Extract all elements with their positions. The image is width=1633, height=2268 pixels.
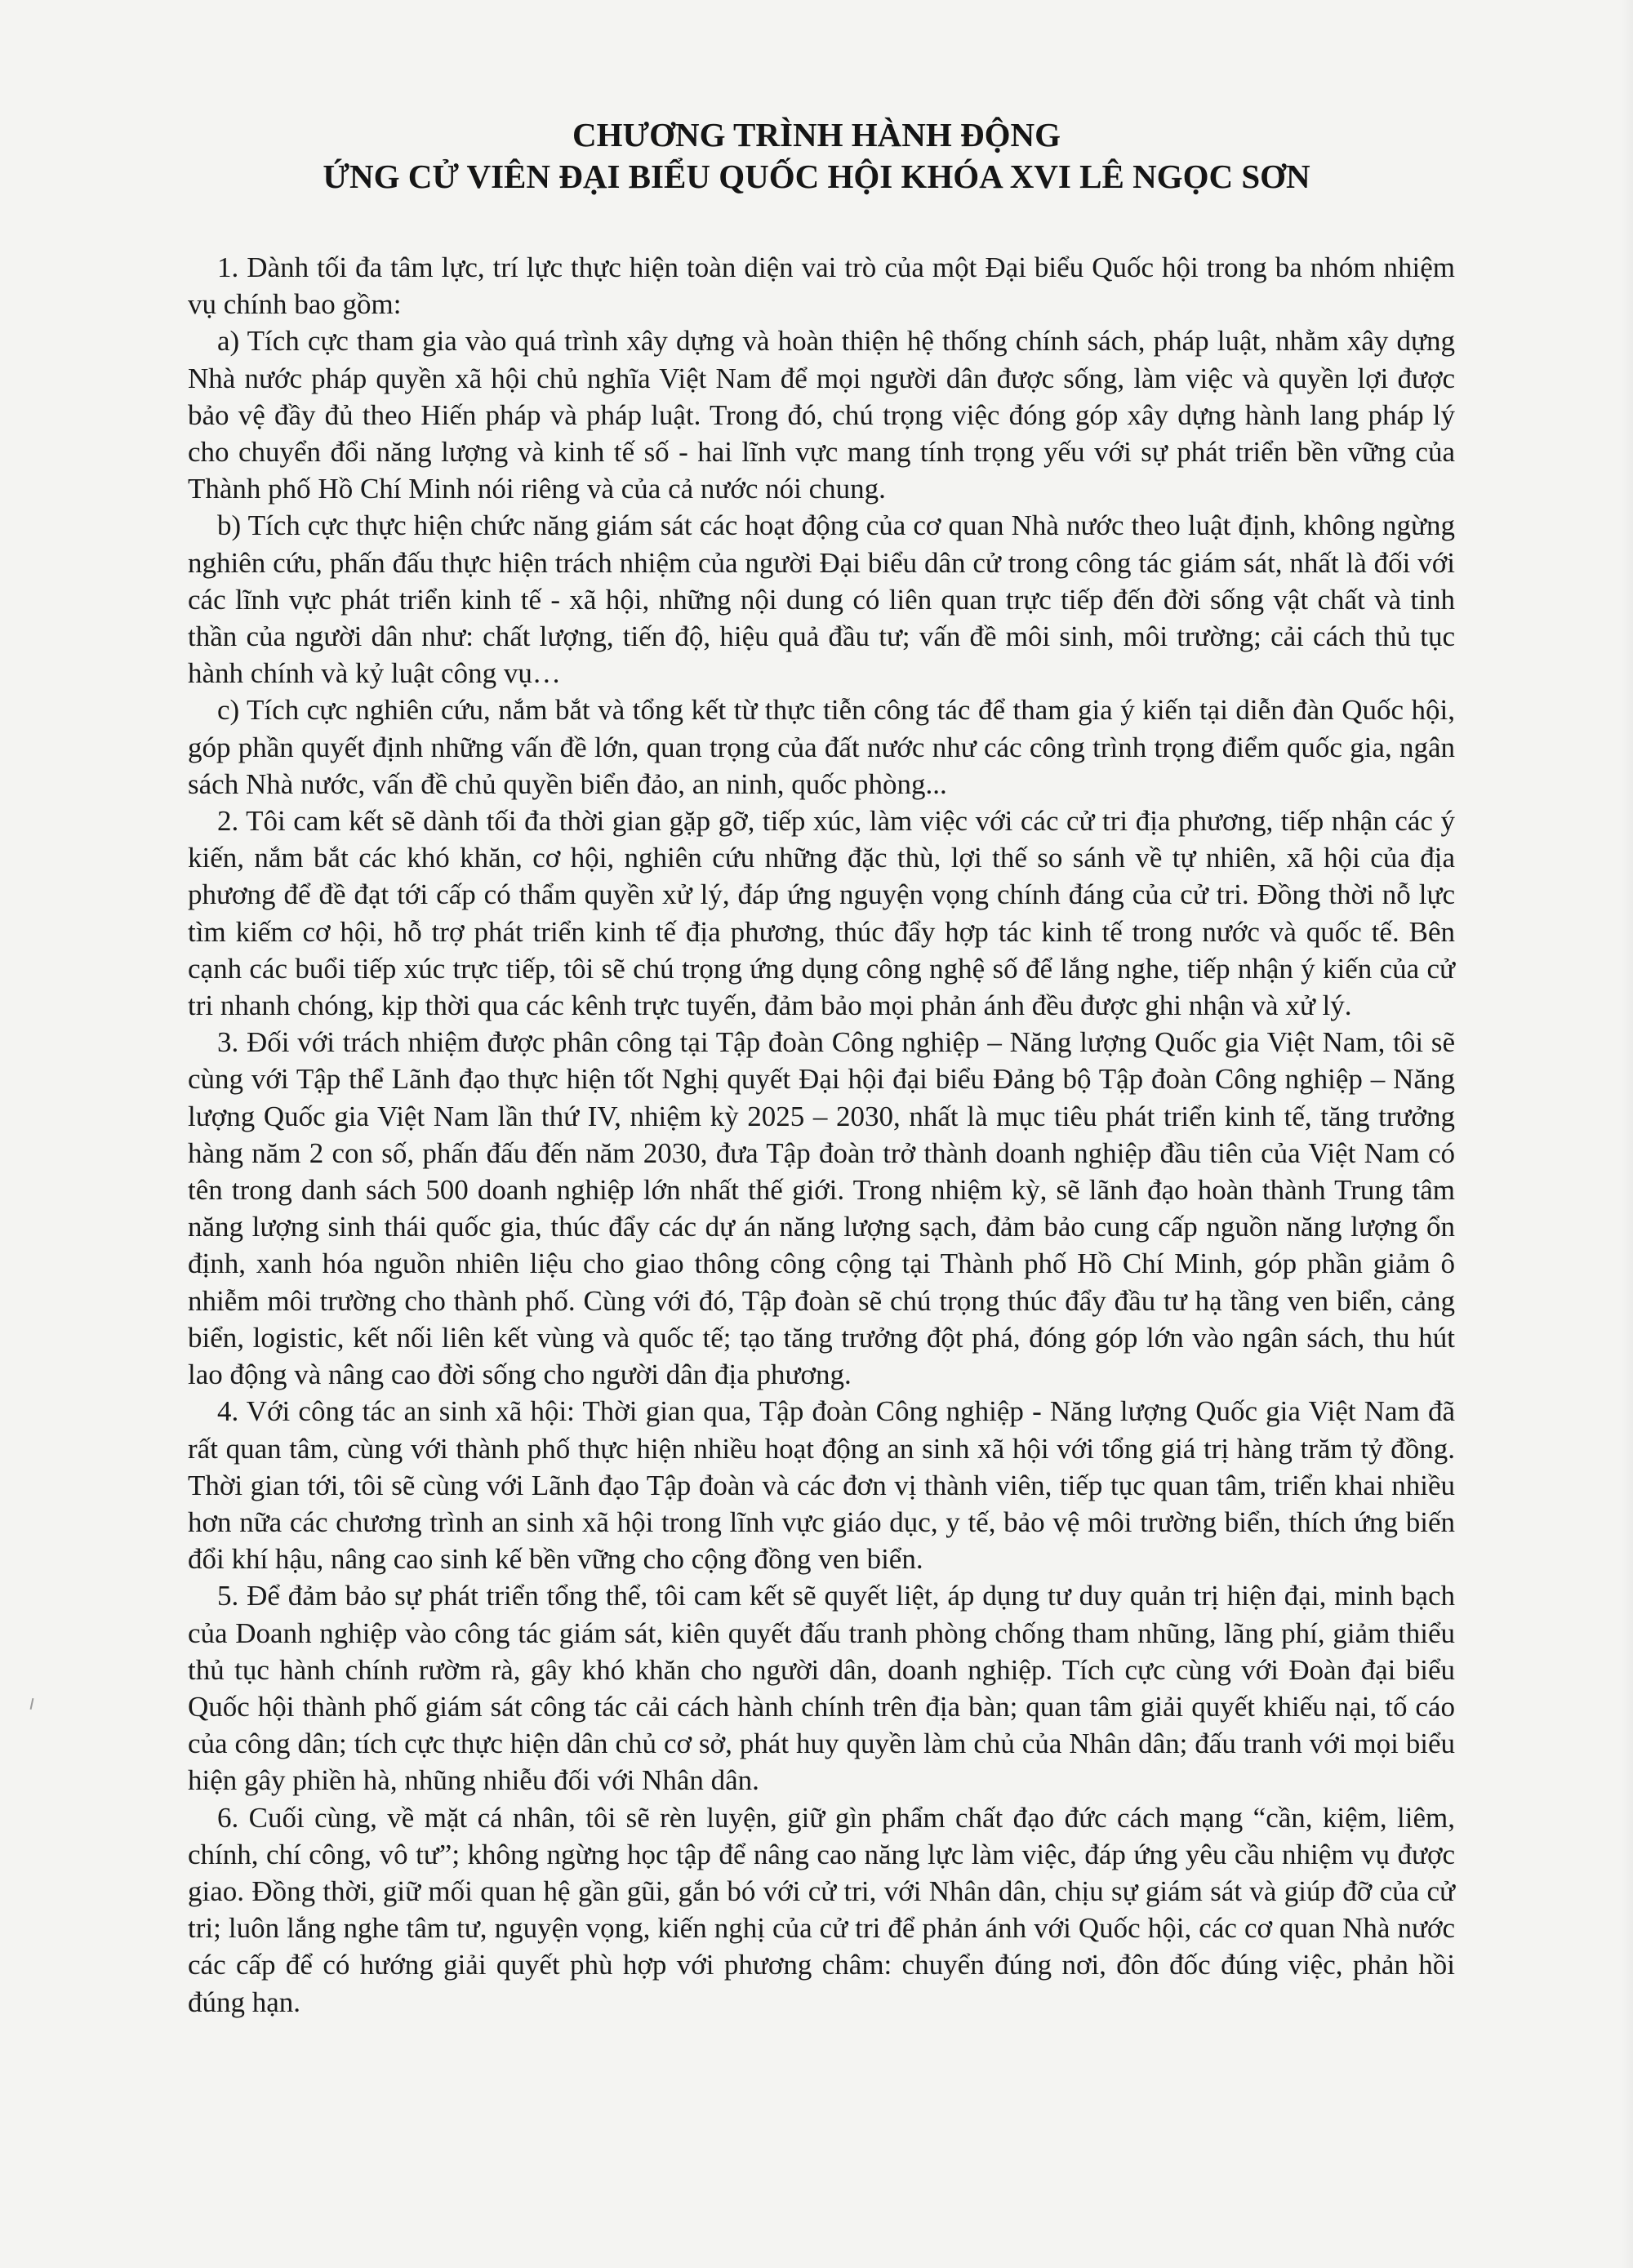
paragraph-1c: c) Tích cực nghiên cứu, nắm bắt và tổng kết từ thực tiễn công tác để tham gia ý kiến tại diễn đàn Quốc hội, góp phần quyết định những vấn đề lớn, quan trọng của đất nước như các công trình trọng điểm quốc gia, ngân sách Nhà nước, vấn đề chủ quyền biển đảo, an ninh, quốc phòng... bbox=[188, 694, 1455, 800]
document-title bbox=[0, 114, 1633, 198]
paragraph-6: 6. Cuối cùng, về mặt cá nhân, tôi sẽ rèn luyện, giữ gìn phẩm chất đạo đức cách mạng “cần, kiệm, liêm, chính, chí công, vô tư”; không ngừng học tập để nâng cao năng lực làm việc, đáp ứng yêu cầu nhiệm vụ được giao. Đồng thời, giữ mối quan hệ gần gũi, gắn bó với cử tri, với Nhân dân, chịu sự giám sát và giúp đỡ của cử tri; luôn lắng nghe tâm tư, nguyện vọng, kiến nghị của cử tri để phản ánh với Quốc hội, các cơ quan Nhà nước các cấp để có hướng giải quyết phù hợp với phương châm: chuyển đúng nơi, đôn đốc đúng việc, phản hồi đúng hạn. bbox=[188, 1801, 1455, 2018]
paragraph-3: 3. Đối với trách nhiệm được phân công tại Tập đoàn Công nghiệp – Năng lượng Quốc gia Việt Nam, tôi sẽ cùng với Tập thể Lãnh đạo thực hiện tốt Nghị quyết Đại hội đại biểu Đảng bộ Tập đoàn Công nghiệp – Năng lượng Quốc gia Việt Nam lần thứ IV, nhiệm kỳ 2025 – 2030, nhất là mục tiêu phát triển kinh tế, tăng trưởng hàng năm 2 con số, phấn đấu đến năm 2030, đưa Tập đoàn trở thành doanh nghiệp đầu tiên của Việt Nam có tên trong danh sách 500 doanh nghiệp lớn nhất thế giới. Trong nhiệm kỳ, sẽ lãnh đạo hoàn thành Trung tâm năng lượng sinh thái quốc gia, thúc đẩy các dự án năng lượng sạch, đảm bảo cung cấp nguồn năng lượng ổn định, xanh hóa nguồn nhiên liệu cho giao thông công cộng tại Thành phố Hồ Chí Minh, góp phần giảm ô nhiễm môi trường cho thành phố. Cùng với đó, Tập đoàn sẽ chú trọng thúc đẩy đầu tư hạ tầng ven biển, cảng biển, logistic, kết nối liên kết vùng và quốc tế; tạo tăng trưởng đột phá, đóng góp lớn vào ngân sách, thu hút lao động và nâng cao đời sống cho người dân địa phương. bbox=[188, 1026, 1455, 1391]
paragraph-5: 5. Để đảm bảo sự phát triển tổng thể, tôi cam kết sẽ quyết liệt, áp dụng tư duy quản trị hiện đại, minh bạch của Doanh nghiệp vào công tác giám sát, kiên quyết đấu tranh phòng chống tham nhũng, lãng phí, giảm thiểu thủ tục hành chính rườm rà, gây khó khăn cho người dân, doanh nghiệp. Tích cực cùng với Đoàn đại biểu Quốc hội thành phố giám sát công tác cải cách hành chính trên địa bàn; quan tâm giải quyết khiếu nại, tố cáo của công dân; tích cực thực hiện dân chủ cơ sở, phát huy quyền làm chủ của Nhân dân; đấu tranh với mọi biểu hiện gây phiền hà, nhũng nhiễu đối với Nhân dân. bbox=[188, 1580, 1455, 1797]
paragraph-1: 1. Dành tối đa tâm lực, trí lực thực hiện toàn diện vai trò của một Đại biểu Quốc hội trong ba nhóm nhiệm vụ chính bao gồm: bbox=[188, 251, 1455, 321]
paragraph-4: 4. Với công tác an sinh xã hội: Thời gian qua, Tập đoàn Công nghiệp - Năng lượng Quốc gia Việt Nam đã rất quan tâm, cùng với thành phố thực hiện nhiều hoạt động an sinh xã hội với tổng giá trị hàng trăm tỷ đồng. Thời gian tới, tôi sẽ cùng với Lãnh đạo Tập đoàn và các đơn vị thành viên, tiếp tục quan tâm, triển khai nhiều hơn nữa các chương trình an sinh xã hội trong lĩnh vực giáo dục, y tế, bảo vệ môi trường biển, thích ứng biến đổi khí hậu, nâng cao sinh kế bền vững cho cộng đồng ven biển. bbox=[188, 1395, 1455, 1576]
scan-edge-shadow bbox=[1622, 0, 1633, 2268]
scan-speck bbox=[30, 1698, 34, 1710]
title-line-1: CHƯƠNG TRÌNH HÀNH ĐỘNG bbox=[572, 116, 1061, 153]
paragraph-2: 2. Tôi cam kết sẽ dành tối đa thời gian gặp gỡ, tiếp xúc, làm việc với các cử tri địa phương, tiếp nhận các ý kiến, nắm bắt các khó khăn, cơ hội, nghiên cứu những đặc thù, lợi thế so sánh về tự nhiên, xã hội của địa phương để đề đạt tới cấp có thẩm quyền xử lý, đáp ứng nguyện vọng chính đáng của cử tri. Đồng thời nỗ lực tìm kiếm cơ hội, hỗ trợ phát triển kinh tế địa phương, thúc đẩy hợp tác kinh tế trong nước và quốc tế. Bên cạnh các buổi tiếp xúc trực tiếp, tôi sẽ chú trọng ứng dụng công nghệ số để lắng nghe, tiếp nhận ý kiến của cử tri nhanh chóng, kịp thời qua các kênh trực tuyến, đảm bảo mọi phản ánh đều được ghi nhận và xử lý. bbox=[188, 805, 1455, 1022]
paragraph-1b: b) Tích cực thực hiện chức năng giám sát các hoạt động của cơ quan Nhà nước theo luật định, không ngừng nghiên cứu, phấn đấu thực hiện trách nhiệm của người Đại biểu dân cử trong công tác giám sát, nhất là đối với các lĩnh vực phát triển kinh tế - xã hội, những nội dung có liên quan trực tiếp đến đời sống vật chất và tinh thần của người dân như: chất lượng, tiến độ, hiệu quả đầu tư; vấn đề môi sinh, môi trường; cải cách thủ tục hành chính và kỷ luật công vụ… bbox=[188, 509, 1455, 690]
title-line-2: ỨNG CỬ VIÊN ĐẠI BIỂU QUỐC HỘI KHÓA XVI LÊ NGỌC SƠN bbox=[323, 158, 1310, 195]
document-body bbox=[188, 249, 1455, 2021]
paragraph-1a: a) Tích cực tham gia vào quá trình xây dựng và hoàn thiện hệ thống chính sách, pháp luật, nhằm xây dựng Nhà nước pháp quyền xã hội chủ nghĩa Việt Nam để mọi người dân được sống, làm việc và quyền lợi được bảo vệ đầy đủ theo Hiến pháp và pháp luật. Trong đó, chú trọng việc đóng góp xây dựng hành lang pháp lý cho chuyển đổi năng lượng và kinh tế số - hai lĩnh vực mang tính trọng yếu với sự phát triển bền vững của Thành phố Hồ Chí Minh nói riêng và của cả nước nói chung. bbox=[188, 325, 1455, 505]
